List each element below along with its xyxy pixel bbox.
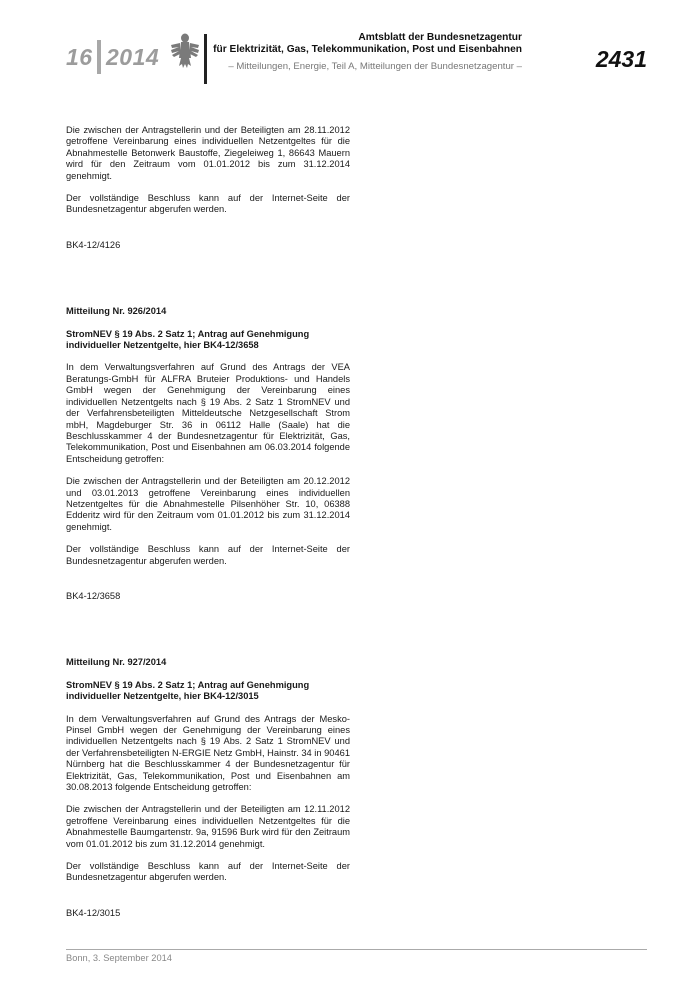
intro-reference: BK4-12/4126 bbox=[66, 239, 121, 250]
notice-reference: BK4-12/3015 bbox=[66, 907, 121, 918]
footer-divider bbox=[66, 949, 647, 950]
publication-title-line2: für Elektrizität, Gas, Telekommunikation, Post und Eisenbahnen bbox=[213, 44, 522, 55]
notice-paragraph: Der vollständige Beschluss kann auf der Internet-Seite der Bundesnetzagentur abgerufen werden. bbox=[66, 861, 350, 883]
publication-title bbox=[213, 32, 522, 56]
notice-heading: Mitteilung Nr. 927/2014 bbox=[66, 657, 167, 668]
issue-divider bbox=[97, 40, 101, 74]
notice-paragraph: In dem Verwaltungsverfahren auf Grund des Antrags der VEA Beratungs-GmbH für ALFRA Bruteier Produktions- und Handels GmbH wegen der Genehmigung der Vereinbarung eines individuellen Netzentgelts nach § 19 Abs. 2 Satz 1 StromNEV und der Verfahrensbeteiligten Mitteldeutsche Netzgesellschaft Strom mbH, Magdeburger Str. 36 in 06112 Halle (Saale) hat die Beschlusskammer 4 der Bundesnetzagentur für Elektrizität, Gas, Telekommunikation, Post und Eisenbahnen am 06.03.2014 folgende Entscheidung getroffen: bbox=[66, 362, 350, 464]
notice-paragraph: In dem Verwaltungsverfahren auf Grund des Antrags der Mesko-Pinsel GmbH wegen der Genehmigung der Vereinbarung eines individuellen Netzentgelts nach § 19 Abs. 2 Satz 1 StromNEV und der Verfahrensbeteiligten N-ERGIE Netz GmbH, Hainstr. 34 in 90461 Nürnberg hat die Beschlusskammer 4 der Bundesnetzagentur für Elektrizität, Gas, Telekommunikation, Post und Eisenbahnen am 30.08.2013 folgende Entscheidung getroffen: bbox=[66, 713, 350, 793]
notice-paragraph: Der vollständige Beschluss kann auf der Internet-Seite der Bundesnetzagentur abgerufen werden. bbox=[66, 544, 350, 566]
intro-paragraph: Die zwischen der Antragstellerin und der Beteiligten am 28.11.2012 getroffene Vereinbarung eines individuellen Netzentgeltes für die Abnahmestelle Betonwerk Baustoffe, Ziegeleiweg 1, 86643 Mauern wird für den Zeitraum vom 01.01.2012 bis zum 31.12.2014 genehmigt. bbox=[66, 125, 350, 181]
issue-year: 2014 bbox=[106, 44, 160, 70]
header-divider bbox=[204, 34, 207, 84]
notice-subheading: StromNEV § 19 Abs. 2 Satz 1; Antrag auf Genehmigung individueller Netzentgelte, hier BK4-12/3015 bbox=[66, 679, 310, 702]
notice-paragraph: Die zwischen der Antragstellerin und der Beteiligten am 20.12.2012 und 03.01.2013 getroffene Vereinbarung eines individuellen Netzentgeltes für die Abnahmestelle Pilsenhöher Str. 10, 06388 Edderitz wird für den Zeitraum vom 01.01.2012 bis zum 31.12.2014 genehmigt. bbox=[66, 476, 350, 532]
issue-year-label bbox=[106, 44, 159, 71]
issue-number: 16 bbox=[66, 44, 93, 70]
notice-paragraph: Die zwischen der Antragstellerin und der Beteiligten am 12.11.2012 getroffene Vereinbarung eines individuellen Netzentgeltes für die Abnahmestelle Baumgartenstr. 9a, 91596 Burk wird für den Zeitraum vom 01.01.2012 bis zum 31.12.2014 genehmigt. bbox=[66, 804, 350, 849]
publication-subtitle: – Mitteilungen, Energie, Teil A, Mitteilungen der Bundesnetzagentur – bbox=[228, 61, 522, 72]
federal-eagle-icon bbox=[170, 30, 200, 70]
issue-label bbox=[66, 44, 93, 71]
notice-subheading: StromNEV § 19 Abs. 2 Satz 1; Antrag auf Genehmigung individueller Netzentgelte, hier BK4-12/3658 bbox=[66, 328, 310, 351]
footer-place-date: Bonn, 3. September 2014 bbox=[66, 953, 172, 963]
page-number: 2431 bbox=[595, 46, 647, 72]
notice-reference: BK4-12/3658 bbox=[66, 590, 121, 601]
notice-heading: Mitteilung Nr. 926/2014 bbox=[66, 306, 167, 317]
publication-title-line1: Amtsblatt der Bundesnetzagentur bbox=[358, 32, 522, 43]
text-column bbox=[66, 125, 350, 919]
intro-paragraph: Der vollständige Beschluss kann auf der Internet-Seite der Bundesnetzagentur abgerufen werden. bbox=[66, 193, 350, 215]
